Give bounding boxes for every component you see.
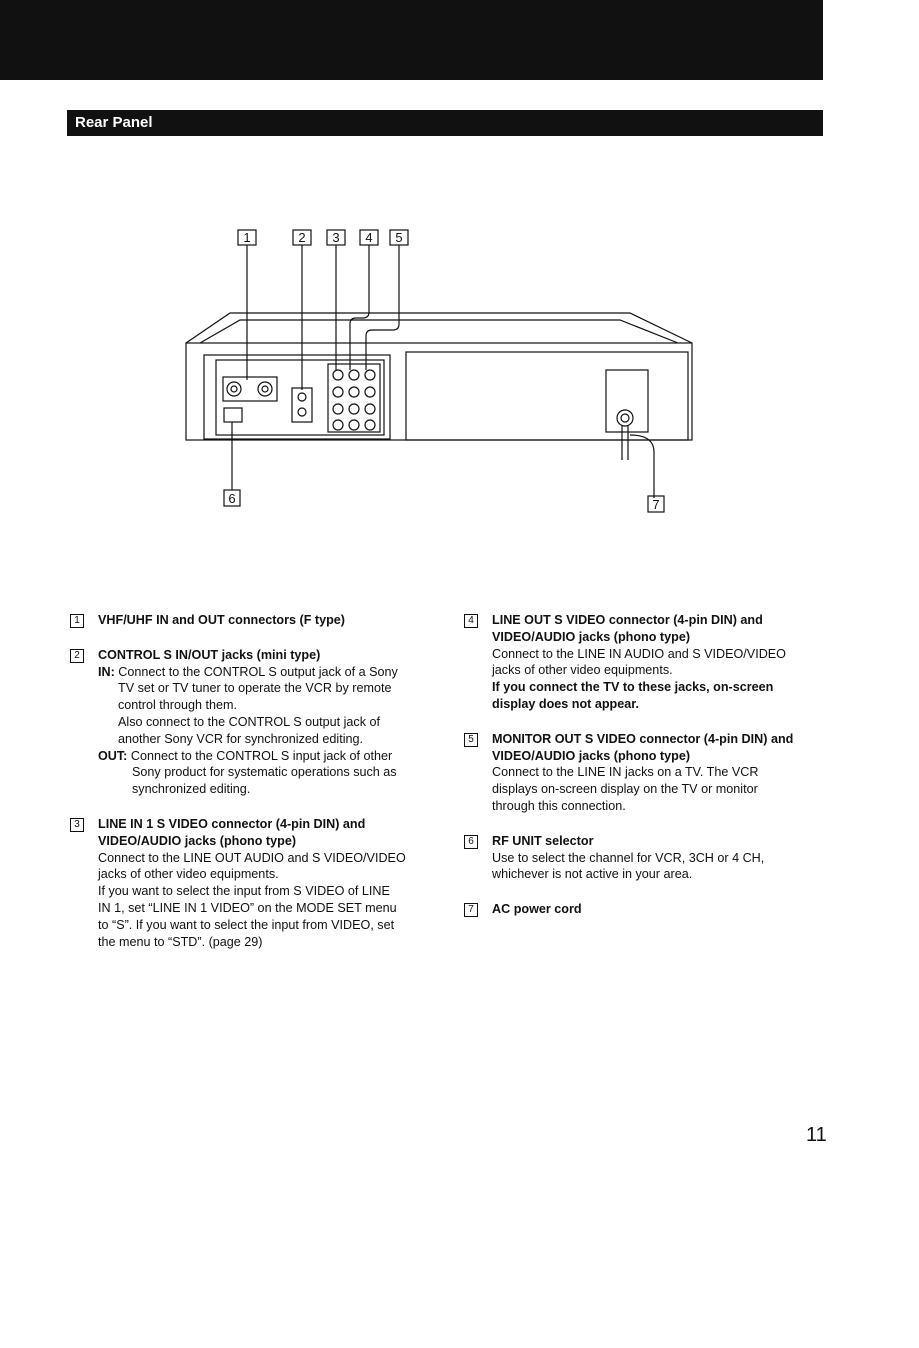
text-line: Also connect to the CONTROL S output jack of — [118, 714, 381, 729]
item-title: LINE OUT S VIDEO connector (4-pin DIN) and — [492, 613, 763, 627]
warning-line: If you connect the TV to these jacks, on-screen — [492, 680, 774, 695]
text-line: control through them. — [118, 698, 238, 713]
warning-line: display does not appear. — [492, 696, 639, 711]
text-line: IN 1, set “LINE IN 1 VIDEO” on the MODE SET menu — [98, 900, 397, 915]
callout-1: 1 — [243, 230, 251, 245]
text-line: to “S”. If you want to select the input from VIDEO, set — [98, 917, 395, 932]
text-line: displays on-screen display on the TV or monitor — [492, 782, 758, 797]
item-number: 6 — [464, 835, 478, 849]
top-black-band — [0, 0, 823, 80]
item-number: 2 — [70, 649, 84, 663]
callout-2: 2 — [298, 230, 306, 245]
item-5 — [464, 731, 809, 815]
text-line: Sony product for systematic operations such as — [132, 765, 397, 780]
item-7 — [464, 901, 809, 918]
item-title: VHF/UHF IN and OUT connectors (F type) — [98, 613, 345, 627]
item-1 — [70, 612, 415, 629]
callout-6: 6 — [228, 491, 236, 506]
section-header — [67, 110, 823, 136]
text-line: Connect to the LINE IN AUDIO and S VIDEO/VIDEO — [492, 646, 786, 661]
callout-7: 7 — [652, 497, 660, 512]
text-line: synchronized editing. — [132, 782, 251, 797]
item-number: 7 — [464, 903, 478, 917]
text-line: If you want to select the input from S VIDEO of LINE — [98, 884, 390, 899]
item-2 — [70, 647, 415, 798]
right-column — [464, 612, 809, 936]
text-line: jacks of other video equipments. — [492, 663, 673, 678]
item-number: 1 — [70, 614, 84, 628]
out-description: OUT: Connect to the CONTROL S input jack of other — [98, 748, 393, 763]
item-title: MONITOR OUT S VIDEO connector (4-pin DIN) and — [492, 731, 794, 746]
item-6 — [464, 833, 809, 883]
callout-4: 4 — [365, 230, 373, 245]
item-title: LINE IN 1 S VIDEO connector (4-pin DIN) and — [98, 816, 366, 831]
item-title: CONTROL S IN/OUT jacks (mini type) — [98, 647, 321, 662]
callout-3: 3 — [332, 230, 340, 245]
item-number: 3 — [70, 818, 84, 832]
item-title-cont: VIDEO/AUDIO jacks (phono type) — [492, 629, 691, 644]
item-title: RF UNIT selector — [492, 833, 594, 848]
left-column — [70, 612, 415, 968]
text-line: whichever is not active in your area. — [492, 867, 693, 882]
page-number: 11 — [806, 1124, 827, 1146]
item-3 — [70, 816, 415, 950]
text-line: the menu to “STD”. (page 29) — [98, 934, 263, 949]
item-4 — [464, 612, 809, 713]
text-line: Connect to the LINE OUT AUDIO and S VIDEO/VIDEO — [98, 850, 406, 865]
text-line: another Sony VCR for synchronized editing. — [118, 731, 364, 746]
text-line: Use to select the channel for VCR, 3CH or 4 CH, — [492, 850, 765, 865]
text-line: jacks of other video equipments. — [98, 867, 279, 882]
text-line: through this connection. — [492, 798, 626, 813]
section-title: Rear Panel — [75, 114, 153, 131]
item-title-cont: VIDEO/AUDIO jacks (phono type) — [492, 748, 691, 763]
in-description: IN: Connect to the CONTROL S output jack of a Sony — [98, 664, 398, 679]
callout-5: 5 — [395, 230, 403, 245]
item-title-cont: VIDEO/AUDIO jacks (phono type) — [98, 833, 297, 848]
item-title: AC power cord — [492, 902, 582, 917]
text-line: Connect to the LINE IN jacks on a TV. The VCR — [492, 765, 759, 780]
item-number: 4 — [464, 614, 478, 628]
rear-panel-diagram — [160, 220, 720, 520]
text-line: TV set or TV tuner to operate the VCR by remote — [118, 681, 392, 696]
item-number: 5 — [464, 733, 478, 747]
